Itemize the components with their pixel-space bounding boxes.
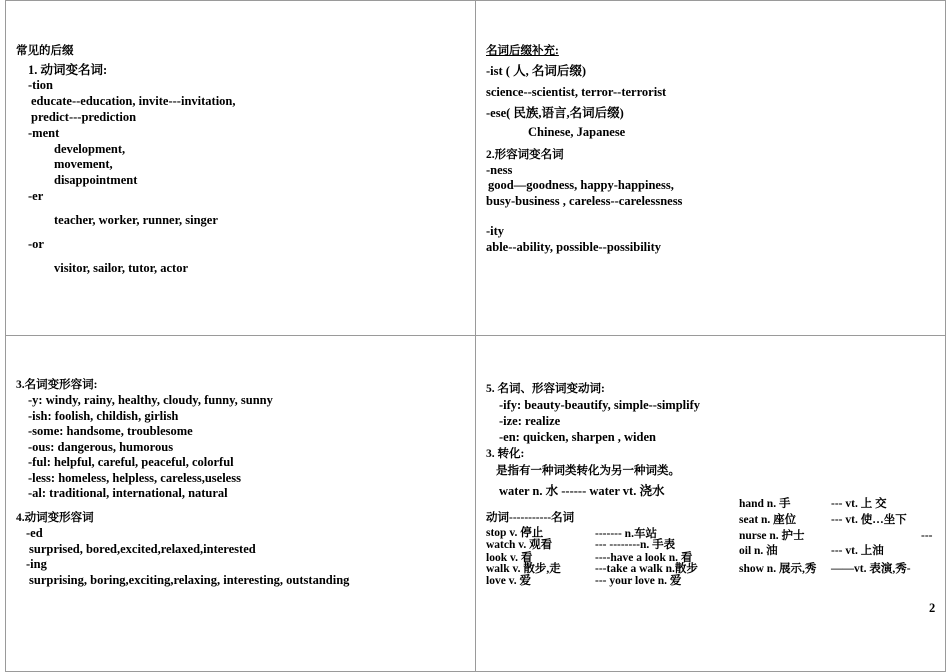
q2-line: science--scientist, terror--terrorist: [486, 85, 667, 99]
q1-heading: 1. 动词变名词:: [28, 63, 108, 77]
q4-verb: look v. 看: [486, 552, 533, 564]
q4-line: 是指有一种词类转化为另一种词类。: [496, 465, 680, 477]
q4-line: water n. 水 ------ water vt. 浇水: [499, 484, 665, 498]
q2-line: able--ability, possible--possibility: [486, 240, 662, 254]
q2-line: busy-business , careless--carelessness: [486, 194, 683, 208]
q1-line: disappointment: [54, 173, 138, 187]
q4-right-verb: --- vt. 使…坐下: [831, 514, 907, 526]
q4-line: -en: quicken, sharpen , widen: [499, 430, 656, 444]
q4-verb: watch v. 观看: [486, 539, 553, 551]
q4-right-noun: seat n. 座位: [739, 514, 797, 526]
q2-line: Chinese, Japanese: [528, 125, 626, 139]
q3-line: -ed: [26, 526, 43, 540]
q1-line: educate--education, invite---invitation,: [31, 94, 236, 108]
q4-right-verb: ——vt. 表演,秀-: [831, 563, 911, 575]
q2-heading: 2.形容词变名词: [486, 149, 564, 161]
q1-line: development,: [54, 142, 126, 156]
q1-line: -ment: [28, 126, 60, 140]
page-number: 2: [929, 601, 936, 615]
q2-line: -ese( 民族,语言,名词后缀): [486, 106, 624, 120]
q1-line: -er: [28, 189, 44, 203]
q3-heading: 4.动词变形容词: [16, 512, 94, 524]
q4-right-verb: --- vt. 上油: [831, 545, 884, 557]
q4-line: -ify: beauty-beautify, simple--simplify: [499, 398, 701, 412]
q4-noun: --- your love n. 爱: [595, 575, 682, 587]
q1-line: -tion: [28, 78, 53, 92]
q1-line: -or: [28, 237, 44, 251]
q4-subheading: 动词-----------名词: [486, 512, 575, 524]
q4-right-noun: hand n. 手: [739, 498, 791, 510]
q3-line: -ing: [26, 557, 47, 571]
q3-line: surprising, boring,exciting,relaxing, interesting, outstanding: [29, 573, 350, 587]
q3-line: -ish: foolish, childish, girlish: [28, 409, 179, 423]
q2-line: -ist ( 人, 名词后缀): [486, 64, 586, 78]
q2-line: -ness: [486, 163, 513, 177]
q3-line: -some: handsome, troublesome: [28, 424, 193, 438]
q3-line: -ous: dangerous, humorous: [28, 440, 174, 454]
q4-verb: stop v. 停止: [486, 527, 544, 539]
q4-right-noun: nurse n. 护士: [739, 530, 805, 542]
q4-right-noun: show n. 展示,秀: [739, 563, 817, 575]
q3-title: 3.名词变形容词:: [16, 379, 98, 391]
q4-right-noun: oil n. 油: [739, 545, 778, 557]
q4-title: 5. 名词、形容词变动词:: [486, 383, 605, 395]
q4-noun: ------- n.车站: [595, 528, 657, 540]
q1-line: predict---prediction: [31, 110, 137, 124]
q2-line: -ity: [486, 224, 505, 238]
q2-line: good—goodness, happy-happiness,: [488, 178, 674, 192]
q1-line: visitor, sailor, tutor, actor: [54, 261, 189, 275]
q3-line: -y: windy, rainy, healthy, cloudy, funny, sunny: [28, 393, 273, 407]
q2-title: 名词后缀补充:: [486, 45, 559, 57]
horizontal-divider: [5, 335, 946, 336]
q3-line: -ful: helpful, careful, peaceful, colorful: [28, 455, 234, 469]
q1-title: 常见的后缀: [16, 45, 74, 57]
q4-noun: ----have a look n. 看: [595, 552, 693, 564]
q3-line: -less: homeless, helpless, careless,useless: [28, 471, 241, 485]
q4-verb: love v. 爱: [486, 575, 532, 587]
vertical-divider: [475, 0, 476, 672]
q1-line: movement,: [54, 157, 113, 171]
q3-line: -al: traditional, international, natural: [28, 486, 228, 500]
q4-right-verb: ---: [921, 530, 933, 542]
q4-noun: --- --------n. 手表: [595, 539, 676, 551]
q4-line: -ize: realize: [499, 414, 561, 428]
q4-verb: walk v. 散步,走: [486, 563, 561, 575]
q4-heading: 3. 转化:: [486, 448, 525, 460]
q3-line: surprised, bored,excited,relaxed,interested: [29, 542, 256, 556]
q4-right-verb: --- vt. 上 交: [831, 498, 887, 510]
q4-noun: ---take a walk n.散步: [595, 563, 698, 575]
q1-line: teacher, worker, runner, singer: [54, 213, 218, 227]
